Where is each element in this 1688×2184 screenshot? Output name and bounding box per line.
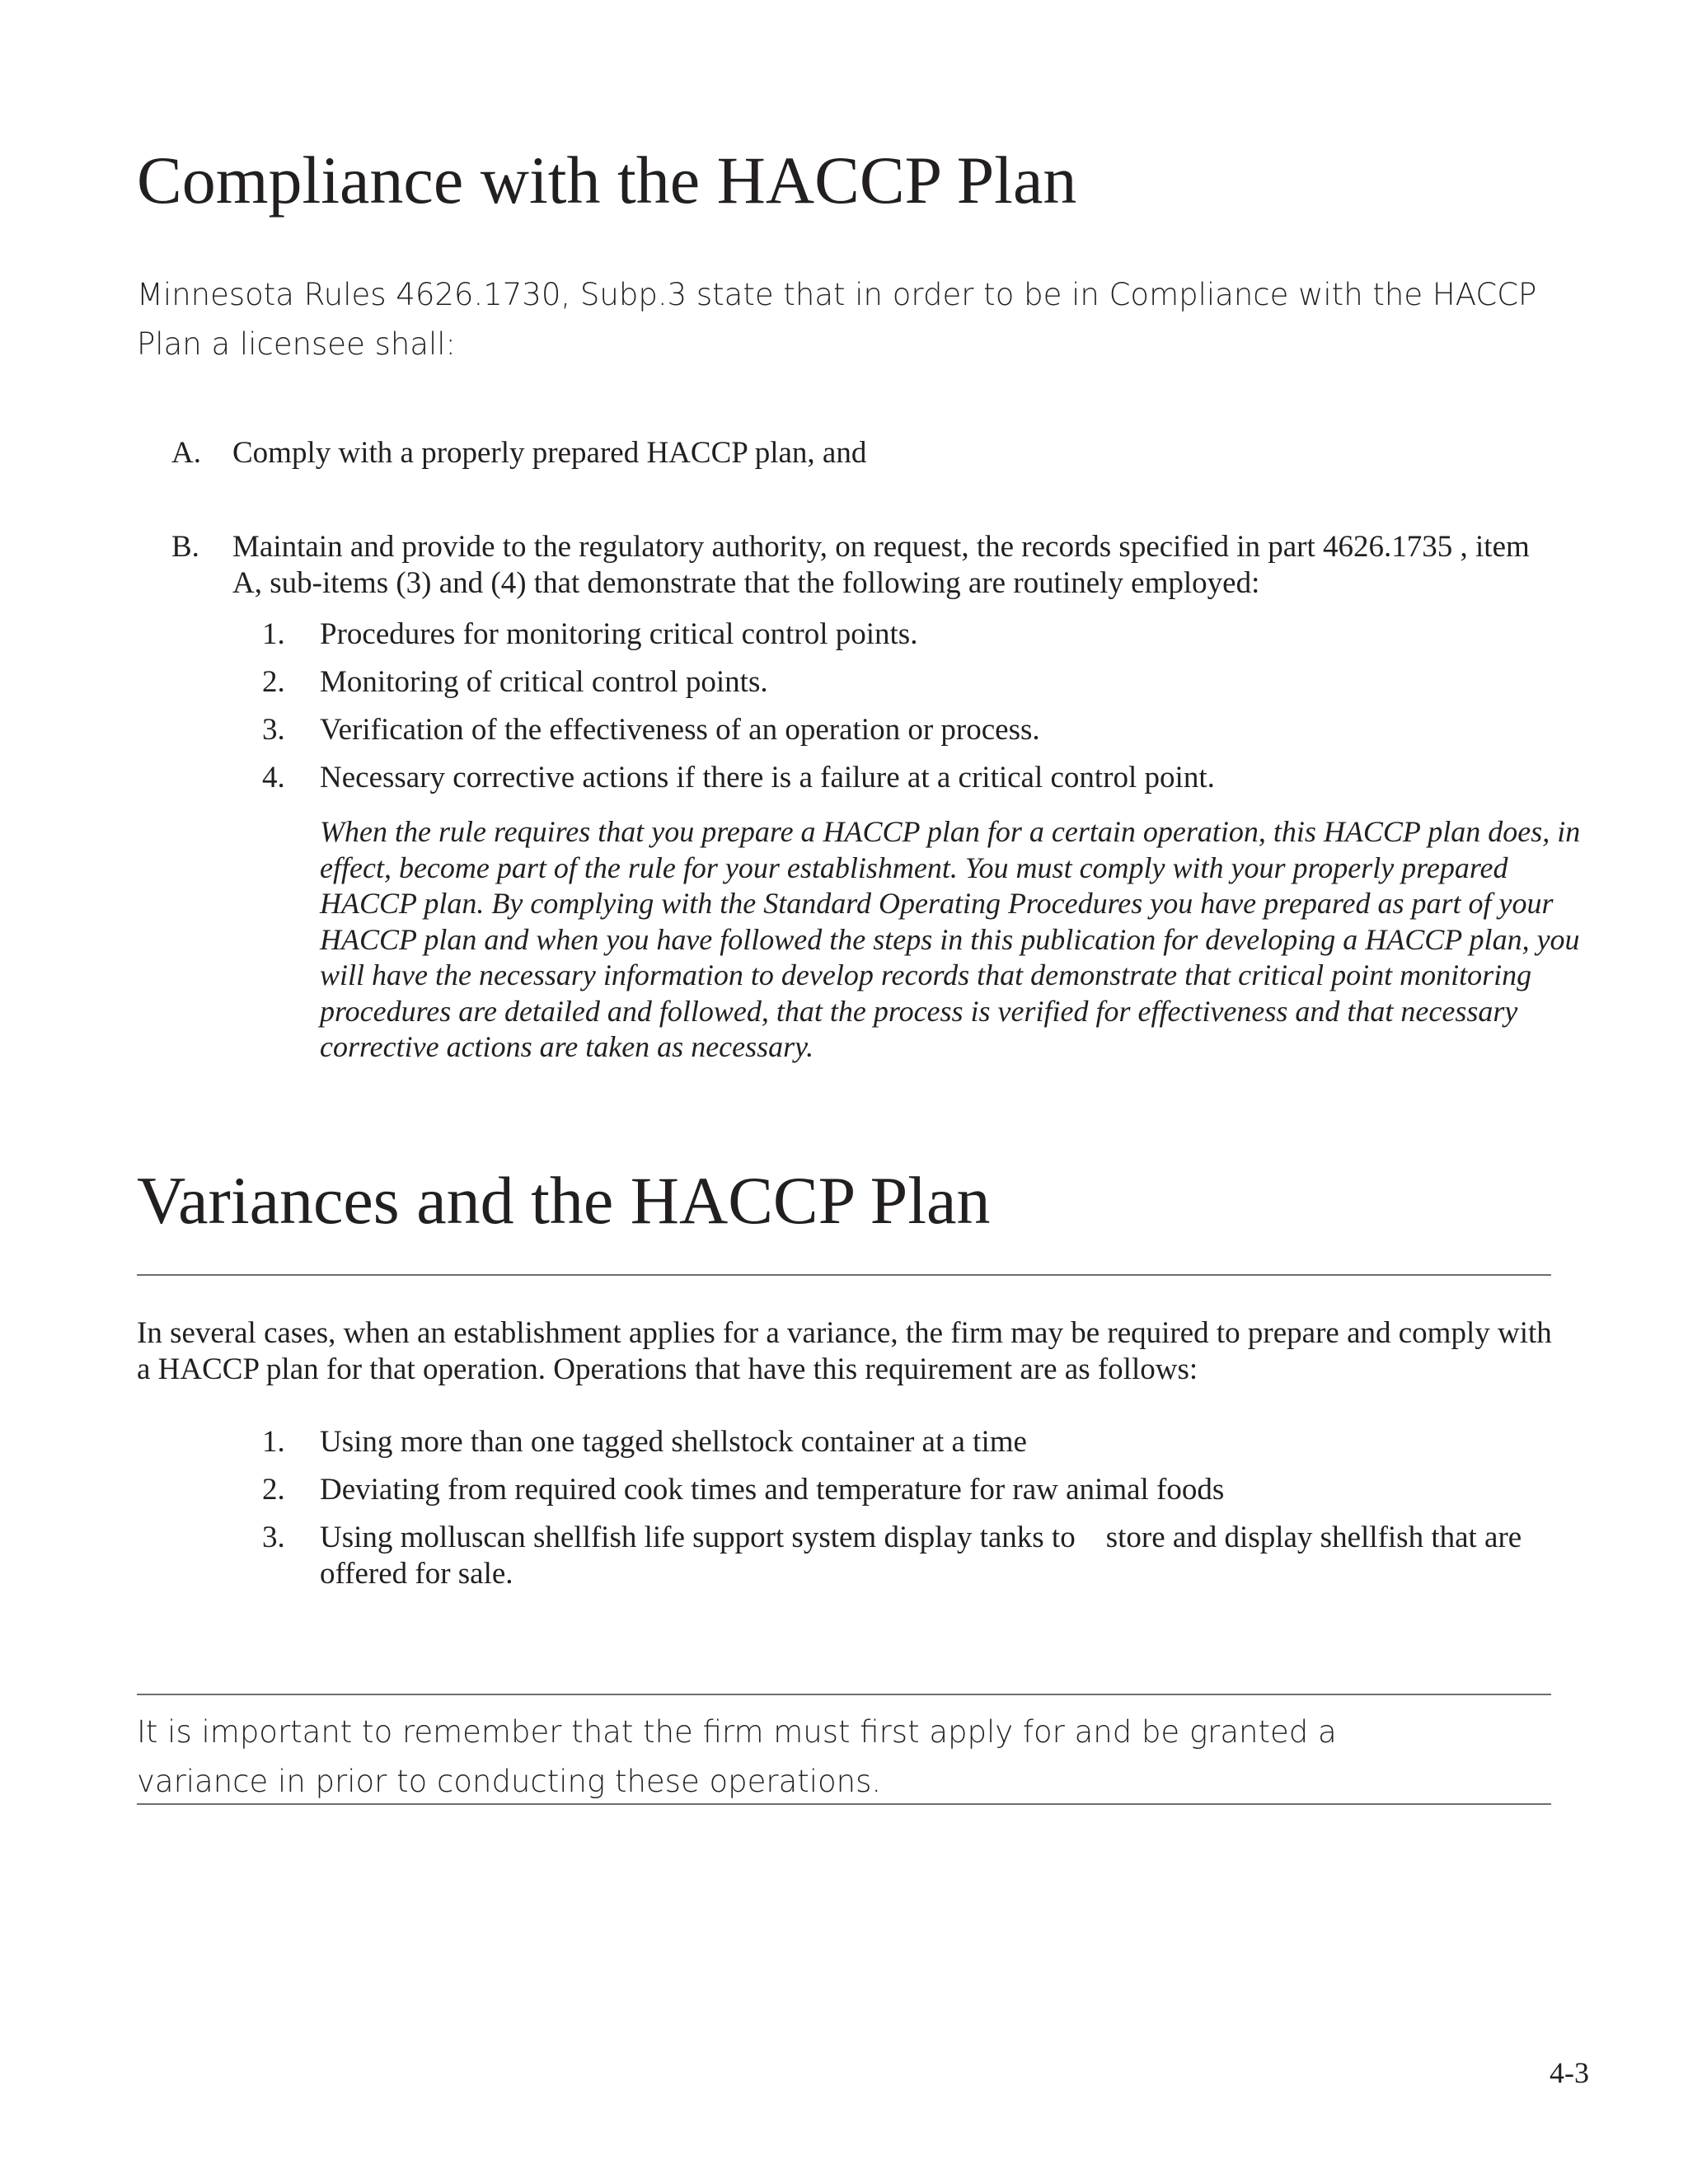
- list-marker: 1.: [262, 1425, 285, 1459]
- variances-intro: In several cases, when an establishment applies for a variance, the firm may be required to prepare and comply with a HACCP plan for that operation. Operations that have this requirement are as follows:: [137, 1316, 1552, 1386]
- list-marker: 2.: [262, 1473, 285, 1507]
- list-item-text: Using more than one tagged shellstock container at a time: [320, 1425, 1027, 1459]
- compliance-intro: Minnesota Rules 4626.1730, Subp.3 state that in order to be in Compliance with the HACCP Plan a licensee shall:: [137, 277, 1537, 362]
- list-item-text: Monitoring of critical control points.: [320, 665, 768, 699]
- list-marker: 3.: [262, 1521, 285, 1554]
- divider: [137, 1694, 1551, 1695]
- variance-callout: It is important to remember that the firm must first apply for and be granted a variance in prior to conducting these operations.: [137, 1714, 1337, 1799]
- list-marker: B.: [171, 530, 199, 564]
- list-item-text: Necessary corrective actions if there is a failure at a critical control point.: [320, 761, 1215, 794]
- section-title-compliance: Compliance with the HACCP Plan: [137, 143, 1077, 218]
- list-item-text: Maintain and provide to the regulatory authority, on request, the records specified in part 4626.1735 , item A, sub-items (3) and (4) that demonstrate that the following are routinely employed:: [232, 530, 1530, 600]
- list-marker: 1.: [262, 617, 285, 651]
- variance-item-1: [262, 1424, 1573, 1460]
- section-title-variances: Variances and the HACCP Plan: [137, 1163, 991, 1238]
- variance-item-2: [262, 1472, 1573, 1508]
- list-marker: 4.: [262, 761, 285, 794]
- compliance-note: When the rule requires that you prepare a HACCP plan for a certain operation, this HACCP plan does, in effect, become part of the rule for your establishment. You must comply with your properly prepared HACCP plan. By complying with the Standard Operating Procedures you have prepared as part of your HACCP plan and when you have followed the steps in this publication for developing a HACCP plan, you will have the necessary information to develop records that demonstrate that critical point monitoring procedures are detailed and followed, that the process is verified for effectiveness and that necessary corrective actions are taken as necessary.: [320, 815, 1581, 1063]
- list-marker: 2.: [262, 665, 285, 699]
- sub-list-item-1: [262, 616, 1573, 653]
- list-item-text: Comply with a properly prepared HACCP plan, and: [232, 436, 867, 470]
- list-item-text: Using molluscan shellfish life support system display tanks to store and display shellfish that are offered for sale.: [320, 1521, 1530, 1591]
- list-marker: 3.: [262, 713, 285, 747]
- sub-list-item-2: [262, 664, 1573, 701]
- list-item-text: Procedures for monitoring critical control points.: [320, 617, 918, 651]
- list-item-text: Verification of the effectiveness of an operation or process.: [320, 713, 1040, 747]
- list-item-a: [171, 435, 1564, 471]
- list-item-b: [171, 529, 1564, 602]
- list-item-text: Deviating from required cook times and temperature for raw animal foods: [320, 1473, 1225, 1507]
- divider: [137, 1803, 1551, 1805]
- sub-list-item-4: [262, 760, 1573, 796]
- sub-list-item-3: [262, 712, 1573, 748]
- variance-item-3: [262, 1520, 1573, 1592]
- list-marker: A.: [171, 436, 201, 470]
- divider: [137, 1274, 1551, 1276]
- page-number: 4-3: [1550, 2056, 1589, 2089]
